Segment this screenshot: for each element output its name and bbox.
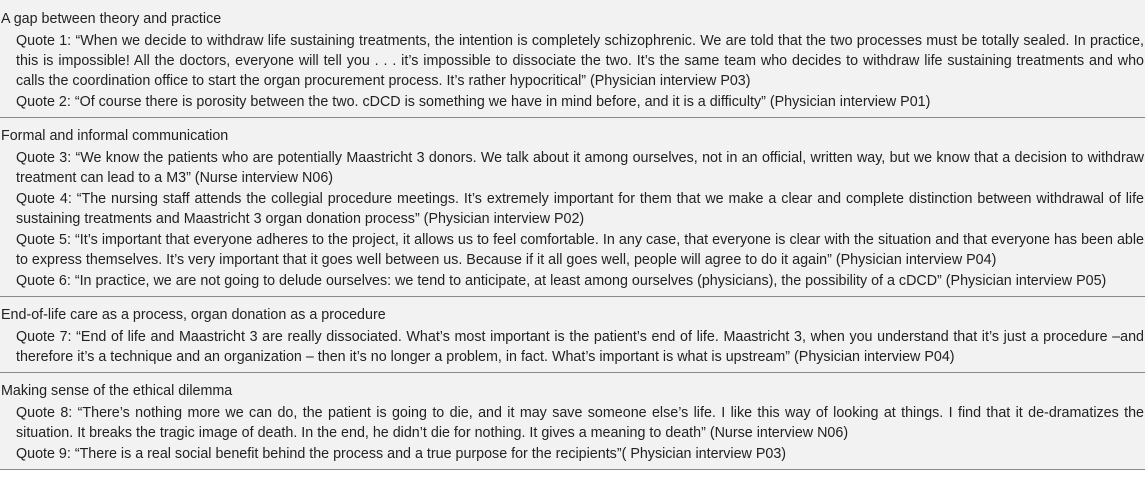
theme-section [0,296,1145,372]
theme-section [0,0,1145,117]
quote-item: Quote 8: “There’s nothing more we can do, the patient is going to die, and it may save someone else’s life. I like this way of looking at things. I find that it de-dramatizes the situation. It breaks the tragic image of death. In the end, he didn’t die for nothing. It gives a meaning to death” (Nurse interview N06) [16,405,1144,441]
quote-item: Quote 4: “The nursing staff attends the collegial procedure meetings. It’s extremely important for them that we make a clear and complete distinction between withdrawal of life sustaining treatments and Maastricht 3 organ donation process” (Physician interview P02) [16,191,1144,227]
quote-item: Quote 9: “There is a real social benefit behind the process and a true purpose for the recipients”( Physician interview P03) [16,446,787,462]
theme-heading: A gap between theory and practice [1,11,222,27]
quote-item: Quote 5: “It’s important that everyone adheres to the project, it allows us to feel comfortable. In any case, that everyone is clear with the situation and that everyone has been able to express themselves. It’s very important that it goes well between us. Because if it all goes well, people will agree to do it again” (Physician interview P04) [16,232,1144,268]
quote-item: Quote 6: “In practice, we are not going to delude ourselves: we tend to anticipate, at least among ourselves (physicians), the possibility of a cDCD” (Physician interview P05) [16,273,1107,289]
theme-heading: Making sense of the ethical dilemma [1,383,233,399]
theme-section [0,117,1145,296]
quote-item: Quote 1: “When we decide to withdraw life sustaining treatments, the intention is completely schizophrenic. We are told that the two processes must be totally sealed. In practice, this is impossible! All the doctors, everyone will tell you . . . it’s impossible to dissociate the two. It’s the same team who decides to withdraw life sustaining treatments and who calls the coordination office to start the organ procurement process. It’s rather hypocritical” (Physician interview P03) [16,33,1144,89]
theme-heading: End-of-life care as a process, organ donation as a procedure [1,307,386,323]
theme-heading: Formal and informal communication [1,128,229,144]
quote-item: Quote 3: “We know the patients who are potentially Maastricht 3 donors. We talk about it among ourselves, not in an official, written way, but we know that a decision to withdraw treatment can lead to a M3” (Nurse interview N06) [16,150,1144,186]
quote-item: Quote 7: “End of life and Maastricht 3 are really dissociated. What’s most important is the patient’s end of life. Maastricht 3, when you understand that it’s just a procedure –and therefore it’s a technique and an organization – then it’s no longer a problem, in fact. What’s important is what is upstream” (Physician interview P04) [16,329,1144,365]
quote-item: Quote 2: “Of course there is porosity between the two. cDCD is something we have in mind before, and it is a difficulty” (Physician interview P01) [16,94,931,110]
theme-section [0,372,1145,470]
